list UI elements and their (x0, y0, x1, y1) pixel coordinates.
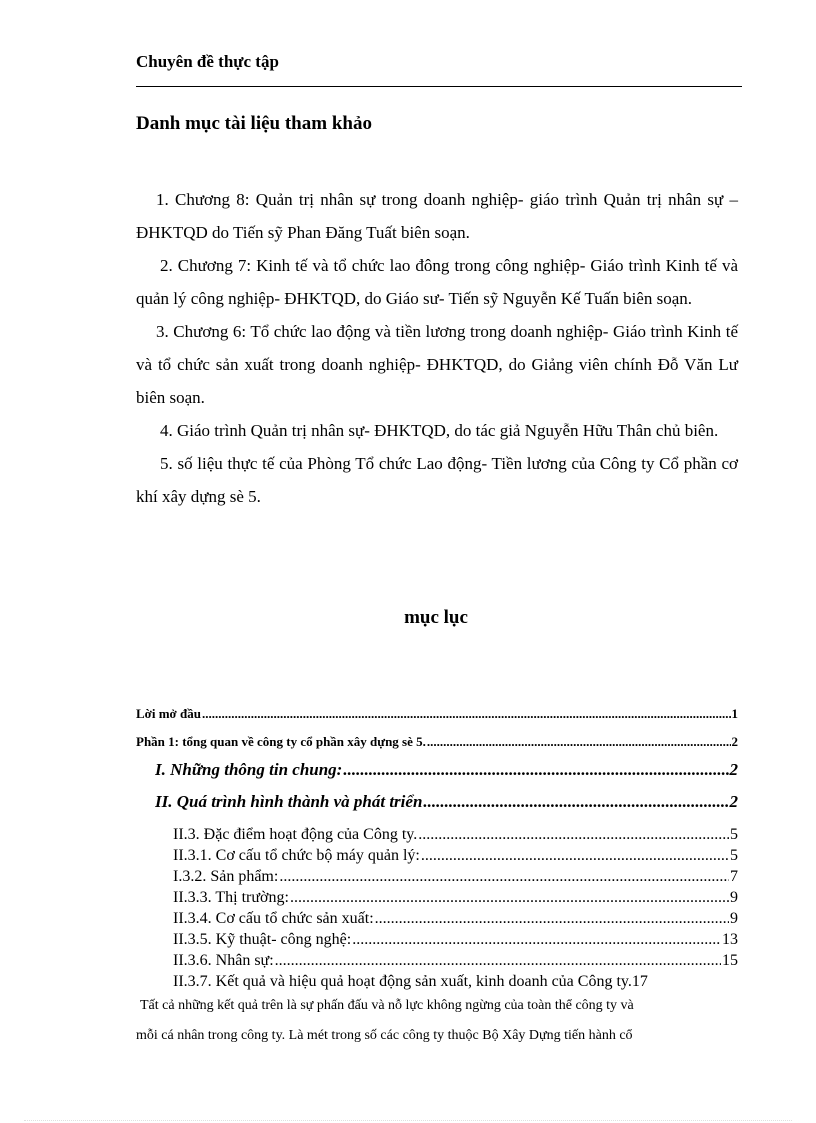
toc-entry (173, 889, 738, 907)
toc-leader-dots (375, 910, 729, 928)
references-title: Danh mục tài liệu tham khảo (136, 113, 372, 134)
toc-entry (155, 792, 738, 812)
toc-entry-page: 5 (730, 847, 738, 864)
toc-entry (173, 910, 738, 928)
header-divider (136, 86, 742, 87)
toc-entry (173, 952, 738, 970)
toc-leader-dots (202, 706, 731, 722)
toc-entry-text: II.3.4. Cơ cấu tổ chức sản xuất: (173, 910, 374, 927)
reference-item: 2. Chương 7: Kinh tế và tổ chức lao đông trong công nghiệp- Giáo trình Kinh tế và quản lý công nghiệp- ĐHKTQD, do Giáo sư- Tiến sỹ Nguyễn Kế Tuấn biên soạn. (136, 256, 738, 308)
toc-entry-text: I.3.2. Sản phẩm: (173, 868, 279, 885)
toc-entry-text: I. Những thông tin chung: (155, 760, 343, 779)
toc-entry-text: II. Quá trình hình thành và phát triển (155, 792, 423, 811)
toc-entry-text: II.3.5. Kỹ thuật- công nghệ: (173, 931, 352, 948)
toc-leader-dots (352, 931, 721, 949)
page-header-title: Chuyên đề thực tập (136, 52, 279, 71)
toc-leader-dots (427, 734, 731, 750)
toc-entry-text: II.3.3. Thị trường: (173, 889, 289, 906)
toc-entry-page: 7 (730, 868, 738, 885)
toc-entry-page: 9 (730, 889, 738, 906)
reference-item: 5. số liệu thực tế của Phòng Tổ chức Lao động- Tiền lương của Công ty Cổ phần cơ khí xây dựng sè 5. (136, 454, 738, 506)
toc-entry-page: 13 (722, 931, 738, 948)
toc-entry-page: 9 (730, 910, 738, 927)
toc-entry-text: Lời mở đầu (136, 706, 201, 721)
toc-leader-dots (421, 847, 729, 865)
toc-entry-page: 1 (731, 706, 738, 721)
toc-entry-text: II.3. Đặc điểm hoạt động của Công ty. (173, 826, 418, 843)
toc-entry (136, 706, 738, 722)
toc-entry-text: II.3.6. Nhân sự: (173, 952, 274, 969)
body-text-line: Tất cả những kết quả trên là sự phấn đấu và nỗ lực không ngừng của toàn thể công ty và (140, 998, 634, 1013)
toc-leader-dots (343, 760, 728, 780)
toc-leader-dots (423, 792, 728, 812)
toc-title: mục lục (404, 607, 468, 628)
toc-leader-dots (290, 889, 729, 907)
toc-entry-page: 17 (631, 973, 648, 990)
toc-entry-text: Phần 1: tổng quan về công ty cổ phần xây dựng sè 5. (136, 734, 426, 749)
toc-leader-dots (275, 952, 721, 970)
toc-entry (155, 760, 738, 780)
page-bottom-divider (24, 1120, 792, 1121)
toc-entry (173, 868, 738, 886)
toc-entry-page: 5 (730, 826, 738, 843)
toc-entry-page: 15 (722, 952, 738, 969)
body-text-line: mỗi cá nhân trong công ty. Là mét trong số các công ty thuộc Bộ Xây Dựng tiến hành cổ (136, 1028, 633, 1043)
toc-entry (173, 931, 738, 949)
toc-entry (173, 826, 738, 844)
toc-entry-page: 2 (729, 792, 738, 811)
toc-entry-page: 2 (731, 734, 738, 749)
toc-entry-page: 2 (729, 760, 738, 779)
toc-leader-dots (279, 868, 729, 886)
reference-item: 4. Giáo trình Quản trị nhân sự- ĐHKTQD, do tác giả Nguyễn Hữu Thân chủ biên. (160, 421, 719, 440)
reference-item: 3. Chương 6: Tổ chức lao động và tiền lương trong doanh nghiệp- Giáo trình Kinh tế và tổ chức sản xuất trong doanh nghiệp- ĐHKTQD, do Giảng viên chính Đỗ Văn Lư biên soạn. (136, 322, 738, 407)
toc-leader-dots (418, 826, 729, 844)
toc-entry (173, 847, 738, 865)
references-list (136, 183, 738, 513)
reference-item: 1. Chương 8: Quản trị nhân sự trong doanh nghiệp- giáo trình Quản trị nhân sự – ĐHKTQD do Tiến sỹ Phan Đăng Tuất biên soạn. (136, 190, 738, 242)
toc-entry (173, 973, 740, 991)
toc-entry-text: II.3.1. Cơ cấu tổ chức bộ máy quản lý: (173, 847, 420, 864)
toc-entry-text: II.3.7. Kết quả và hiệu quả hoạt động sản xuất, kinh doanh của Công ty. (173, 973, 632, 990)
toc-entry (136, 734, 738, 750)
